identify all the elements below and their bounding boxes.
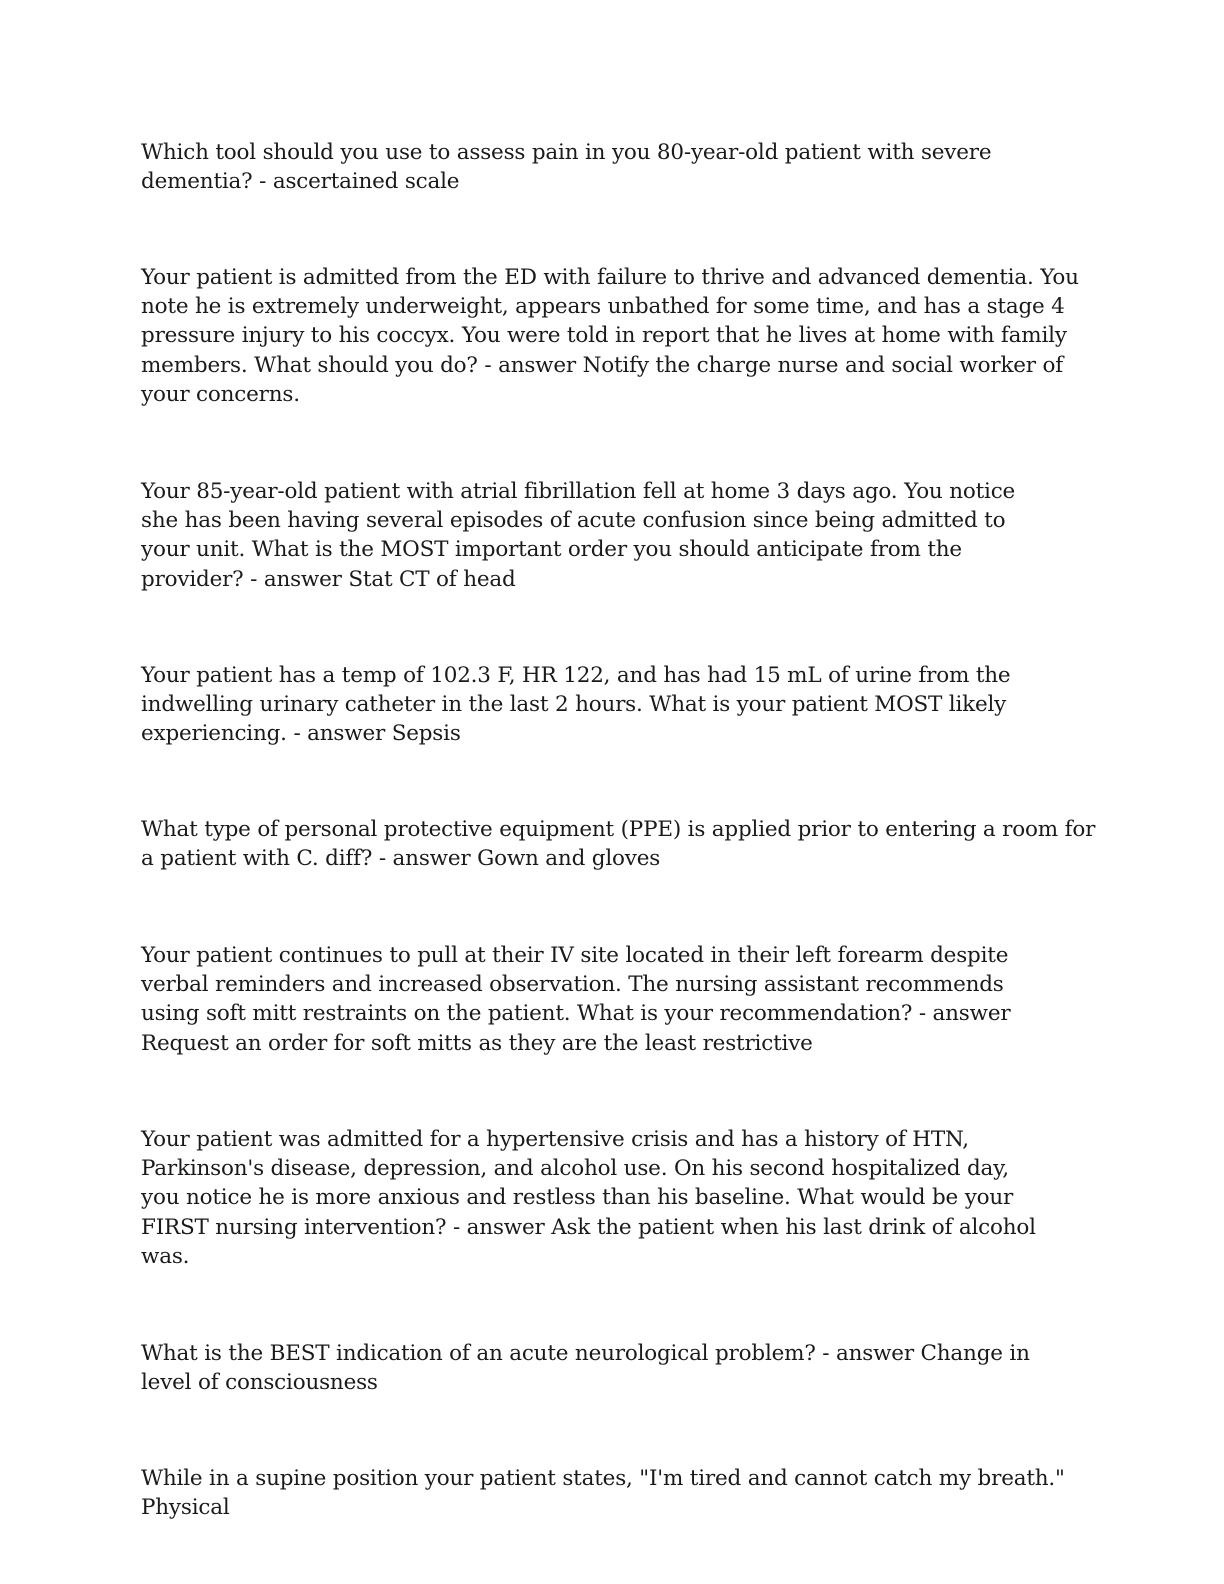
qa-entry: Your patient has a temp of 102.3 F, HR 122, and has had 15 mL of urine from the indwelling urinary catheter in the last 2 hours. What is your patient MOST likely experiencing. - answer Sepsis [141, 663, 1011, 747]
qa-entry: What type of personal protective equipment (PPE) is applied prior to entering a room for a patient with C. diff? - answer Gown and gloves [141, 817, 1096, 872]
qa-entry: Your patient continues to pull at their IV site located in their left forearm despite verbal reminders and increased observation. The nursing assistant recommends using soft mitt restraints on the patient. What is your recommendation? - answer Request an order for soft mitts as they are the least restrictive [141, 943, 1011, 1056]
qa-entry: Your patient is admitted from the ED with failure to thrive and advanced dementia. You note he is extremely underweight, appears unbathed for some time, and has a stage 4 pressure injury to his coccyx. You were told in report that he lives at home with family members. What should you do? - answer Notify the charge nurse and social worker of your concerns. [141, 265, 1079, 407]
qa-entry: What is the BEST indication of an acute neurological problem? - answer Change in level of consciousness [141, 1341, 1030, 1396]
qa-entry: While in a supine position your patient states, "I'm tired and cannot catch my breath." Physical [141, 1466, 1065, 1521]
qa-entry: Your patient was admitted for a hypertensive crisis and has a history of HTN, Parkinson's disease, depression, and alcohol use. On his second hospitalized day, you notice he is more anxious and restless than his baseline. What would be your FIRST nursing intervention? - answer Ask the patient when his last drink of alcohol was. [141, 1127, 1036, 1269]
qa-entry: Your 85-year-old patient with atrial fibrillation fell at home 3 days ago. You notice she has been having several episodes of acute confusion since being admitted to your unit. What is the MOST important order you should anticipate from the provider? - answer Stat CT of head [141, 479, 1016, 592]
qa-entry: Which tool should you use to assess pain in you 80-year-old patient with severe dementia? - ascertained scale [141, 140, 992, 195]
